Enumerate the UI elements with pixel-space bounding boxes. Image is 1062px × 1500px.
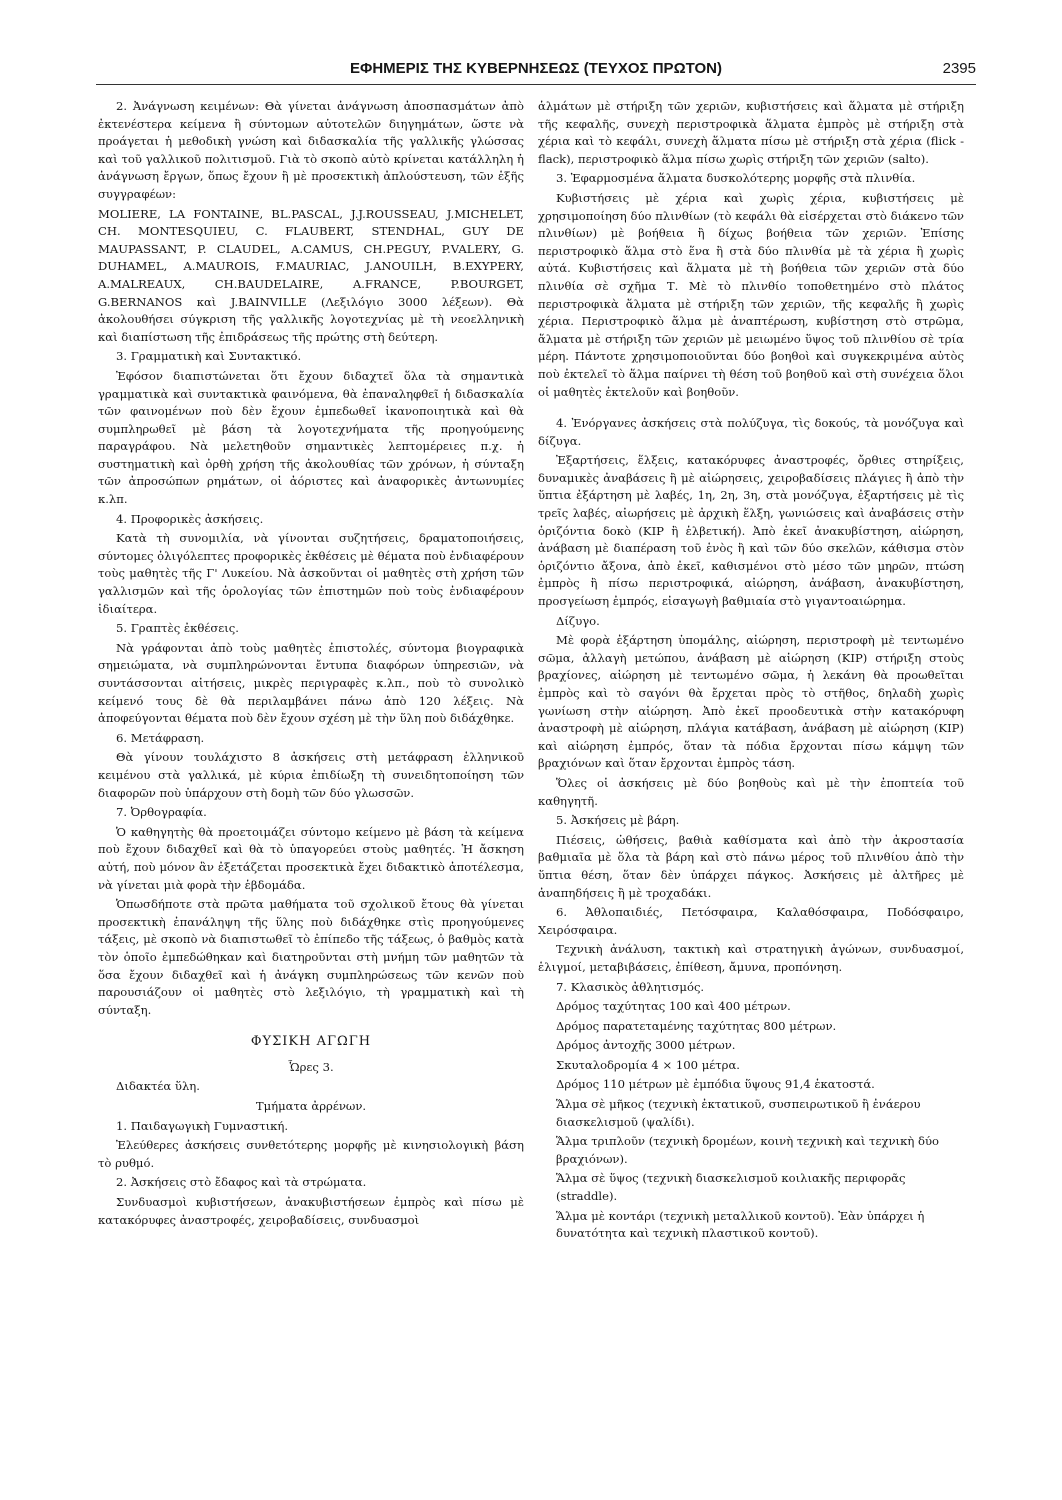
- paragraph-pedagogical-gymnastics: Ἐλεύθερες ἀσκήσεις συνθετότερης μορφῆς μὲ κινησιολογικὴ βάση τὸ ρυθμό.: [98, 1138, 524, 1170]
- heading-floor-exercises: 2. Ἀσκήσεις στὸ ἔδαφος καὶ τὰ στρώματα.: [116, 1175, 367, 1190]
- list-item: Δρόμος ταχύτητας 100 καὶ 400 μέτρων.: [556, 999, 791, 1014]
- section-title-physical-education: ΦΥΣΙΚΗ ΑΓΩΓΗ: [250, 1034, 372, 1050]
- boys-sections-label: Τμήματα ἀρρένων.: [255, 1099, 367, 1114]
- page-number: 2395: [942, 60, 976, 77]
- label-parallel-bars: Δίζυγο.: [556, 613, 600, 628]
- list-item: Δρόμος 110 μέτρων μὲ ἐμπόδια ὕψους 91,4 ἑκατοστά.: [556, 1077, 875, 1092]
- list-item: Ἅλμα σὲ ὕψος (τεχνικὴ διασκελισμοῦ κοιλιακῆς περιφορᾶς (straddle).: [556, 1171, 906, 1204]
- gazette-title: ΕΦΗΜΕΡΙΣ ΤΗΣ ΚΥΒΕΡΝΗΣΕΩΣ (ΤΕΥΧΟΣ ΠΡΩΤΟΝ): [350, 60, 722, 77]
- list-item: Σκυταλοδρομία 4 × 100 μέτρα.: [556, 1057, 740, 1072]
- paragraph-translation: Θὰ γίνουν τουλάχιστο 8 ἀσκήσεις στὴ μετάφραση ἑλληνικοῦ κειμένου στὰ γαλλικά, μὲ κύρια ἐπιδίωξη τὴ συνειδητοποίηση τῶν διαφορῶν ποὺ ὑπάρχουν στὴ δομὴ τῶν δύο γλωσσῶν.: [98, 750, 524, 800]
- left-column: [98, 98, 524, 1231]
- list-item: Ἅλμα μὲ κοντάρι (τεχνικὴ μεταλλικοῦ κοντοῦ). Ἐὰν ὑπάρχει ἡ δυνατότητα καὶ τεχνικὴ πλαστικοῦ κοντοῦ).: [556, 1208, 925, 1241]
- list-item: Δρόμος παρατεταμένης ταχύτητας 800 μέτρων.: [556, 1018, 837, 1033]
- paragraph-floor-exercises: Συνδυασμοὶ κυβιστήσεων, ἀνακυβιστήσεων ἐμπρὸς καὶ πίσω μὲ κατακόρυφες ἀναστροφές, χειροβαδίσεις, συνδυασμοὶ: [98, 1195, 524, 1227]
- paragraph-vaulting: Κυβιστήσεις μὲ χέρια καὶ χωρὶς χέρια, κυβιστήσεις μὲ χρησιμοποίηση δύο πλινθίων (τὸ κεφάλι θὰ εἰσέρχεται στὸ διάκενο τῶν πλινθίων) μὲ βοήθεια ἢ δίχως βοήθεια τῶν χεριῶν. Ἐπίσης περιστροφικὸ ἅλμα στὸ ἕνα ἢ στὰ δύο πλινθία μὲ τὰ χέρια ἢ χωρὶς αὐτά. Κυβιστήσεις καὶ ἅλματα μὲ τὴ βοήθεια τῶν χεριῶν στὰ δύο πλινθία σὲ σχῆμα Τ. Μὲ τὸ πλινθίο τοποθετημένο στὸ πλάτος περιστροφικὰ ἅλματα μὲ στήριξη τῶν χεριῶν, τῆς κεφαλῆς ἢ χωρὶς χέρια. Περιστροφικὸ ἅλμα μὲ ἀναπτέρωση, κυβίστηση στὸ στρῶμα, ἅλματα μὲ στήριξη τῶν χεριῶν μὲ μειωμένο ὕψος τοῦ πλινθίου σὲ τρία μέρη. Πάντοτε χρησιμοποιοῦνται δύο βοηθοὶ καὶ συγκεκριμένα αὐτὸς ποὺ ἐκτελεῖ τὸ ἅλμα παίρνει τὴ θέση τοῦ βοηθοῦ καὶ στὴ συνέχεια ὅλοι οἱ μαθητὲς ἐκτελοῦν καὶ βοηθοῦν.: [538, 190, 964, 399]
- heading-pedagogical-gymnastics: 1. Παιδαγωγικὴ Γυμναστική.: [116, 1118, 289, 1133]
- list-item: Ἅλμα σὲ μῆκος (τεχνικὴ ἐκτατικοῦ, συσπειρωτικοῦ ἢ ἐνάερου διασκελισμοῦ (ψαλίδι).: [556, 1097, 921, 1129]
- paragraph-grammar: Ἐφόσον διαπιστώνεται ὅτι ἔχουν διδαχτεῖ ὅλα τὰ σημαντικὰ γραμματικὰ καὶ συντακτικὰ φαινόμενα, θὰ ἐπαναληφθεῖ ἡ διδασκαλία τῶν φαινομένων ποὺ δὲν ἔχουν ἐμπεδωθεῖ ἱκανοποιητικὰ καὶ θὰ συμπληρωθεῖ μὲ βάση τὰ λογοτεχνήματα τῆς προηγούμενης παραγράφου. Νὰ μελετηθοῦν σημαντικὲς λεπτομέρειες π.χ. ἡ συστηματικὴ καὶ ὀρθὴ χρήση τῆς ἀκολουθίας τῶν χρόνων, ἡ σύνταξη τῶν ἀπροσώπων ρημάτων, οἱ ἀόριστες καὶ ἀναφορικὲς ἀντωνυμίες κ.λπ.: [98, 368, 524, 507]
- heading-ball-games: 6. Ἀθλοπαιδιές, Πετόσφαιρα, Καλαθόσφαιρα, Ποδόσφαιρο, Χειρόσφαιρα.: [538, 905, 964, 937]
- heading-weights: 5. Ἀσκήσεις μὲ βάρη.: [556, 813, 680, 828]
- paragraph-written-essays: Νὰ γράφονται ἀπὸ τοὺς μαθητὲς ἐπιστολές, σύντομα βιογραφικὰ σημειώματα, νὰ συμπληρώνονται ἔντυπα διαφόρων ὑπηρεσιῶν, νὰ συντάσσονται αἰτήσεις, μικρὲς περιγραφὲς κ.λπ., ποὺ τὸ συνολικὸ κείμενό τους δὲ θὰ περιλαμβάνει πάνω ἀπὸ 120 λέξεις. Νὰ ἀποφεύγονται θέματα ποὺ δὲν ἔχουν σχέση μὲ τὴν ὕλη ποὺ διδάχθηκε.: [98, 640, 524, 726]
- heading-grammar: 3. Γραμματικὴ καὶ Συντακτικό.: [116, 349, 302, 364]
- paragraph-oral-exercises: Κατὰ τὴ συνομιλία, νὰ γίνονται συζητήσεις, δραματοποιήσεις, σύντομες ὀλιγόλεπτες προφορικὲς ἐκθέσεις μὲ θέματα ποὺ ἐνδιαφέρουν τοὺς μαθητὲς τῆς Γ' Λυκείου. Νὰ ἀσκοῦνται οἱ μαθητὲς στὴ χρήση τῶν γαλλισμῶν καὶ τῆς ὁρολογίας τῶν ἐπιστημῶν ποὺ τοὺς ἐνδιαφέρουν ἰδιαίτερα.: [98, 531, 524, 616]
- heading-vaulting: 3. Ἐφαρμοσμένα ἅλματα δυσκολότερης μορφῆς στὰ πλινθία.: [556, 171, 916, 186]
- paragraph-spelling: Ὁ καθηγητὴς θὰ προετοιμάζει σύντομο κείμενο μὲ βάση τὰ κείμενα ποὺ ἔχουν διδαχθεῖ καὶ θὰ τὸ ὑπαγορεύει στοὺς μαθητές. Ἡ ἄσκηση αὐτή, ποὺ μόνον ἂν ἐξετάζεται προσεκτικὰ ἔχει διδακτικὸ ἀποτέλεσμα, νὰ γίνεται μιὰ φορὰ τὴν ἑβδομάδα.: [98, 824, 524, 892]
- hours-label: Ὧρες 3.: [288, 1059, 334, 1074]
- list-item: Ἅλμα τριπλοῦν (τεχνικὴ δρομέων, κοινὴ τεχνικὴ καὶ τεχνικὴ δύο βραχιόνων).: [556, 1134, 939, 1166]
- heading-athletics: 7. Κλασικὸς ἀθλητισμός.: [556, 979, 705, 994]
- heading-written-essays: 5. Γραπτὲς ἐκθέσεις.: [116, 621, 239, 636]
- heading-spelling: 7. Ὀρθογραφία.: [116, 805, 207, 820]
- heading-oral-exercises: 4. Προφορικὲς ἀσκήσεις.: [116, 511, 264, 526]
- page-header: [96, 58, 976, 85]
- paragraph-reading: 2. Ἀνάγνωση κειμένων: Θὰ γίνεται ἀνάγνωση ἀποσπασμάτων ἀπὸ ἐκτενέστερα κείμενα ἢ σύντομων αὐτοτελῶν διηγημάτων, ὥστε νὰ προάγεται ἡ μεθοδικὴ γνώση καὶ διδασκαλία τῆς γαλλικῆς γλώσσας καὶ τοῦ γαλλικοῦ πολιτισμοῦ. Γιὰ τὸ σκοπὸ αὐτὸ κρίνεται κατάλληλη ἡ ἀνάγνωση ἔργων, ὅπως ἔχουν ἢ μὲ προσεκτικὴ ἀπλούστευση, τῶν ἑξῆς συγγραφέων:: [98, 99, 524, 201]
- list-item: Δρόμος ἀντοχῆς 3000 μέτρων.: [556, 1038, 736, 1053]
- paragraph-authors: MOLIERE, LA FONTAINE, BL.PASCAL, J.J.ROUSSEAU, J.MICHELET, CH. MONTESQUIEU, C. FLAUBERT, STENDHAL, GUY DE MAUPASSANT, P. CLAUDEL, A.CAMUS, CH.PEGUY, P.VALERY, G. DUHAMEL, A.MAUROIS, F.MAURIAC, J.ANOUILH, B.EXYPERY, A.MALREAUX, CH.BAUDELAIRE, A.FRANCE, P.BOURGET, G.BERNANOS καὶ J.BAINVILLE (Λεξιλόγιο 3000 λέξεων). Θὰ ἀκολουθήσει σύγκριση τῆς γαλλικῆς λογοτεχνίας μὲ τὴ νεοελληνικὴ καὶ διαπίστωση τῆς ἐπιδράσεως τῆς πρώτης στὴ δεύτερη.: [98, 206, 524, 344]
- right-column: [538, 98, 964, 1245]
- heading-apparatus: 4. Ἐνόργανες ἀσκήσεις στὰ πολύζυγα, τὶς δοκούς, τὰ μονόζυγα καὶ δίζυγα.: [538, 416, 964, 448]
- paragraph-revision: Ὁπωσδήποτε στὰ πρῶτα μαθήματα τοῦ σχολικοῦ ἔτους θὰ γίνεται προσεκτικὴ ἐπανάληψη τῆς ὕλης ποὺ διδάχθηκε στὶς προηγούμενες τάξεις, μὲ σκοπὸ νὰ διαπιστωθεῖ τὸ ἐπίπεδο τῆς τάξεως, ὁ βαθμὸς κατὰ τὸν ὁποῖο ἐμπεδώθηκαν καὶ διατηροῦνται στὴ μνήμη τῶν μαθητῶν τὰ ὅσα ἔχουν διδαχθεῖ καὶ ἡ ἀνάγκη συμπληρώσεως τῶν κενῶν ποὺ παρουσιάζουν οἱ μαθητὲς στὸ λεξιλόγιο, τὴ γραμματικὴ καὶ τὴ σύνταξη.: [98, 897, 524, 1017]
- paragraph-floor-continued: ἁλμάτων μὲ στήριξη τῶν χεριῶν, κυβιστήσεις καὶ ἅλματα μὲ στήριξη τῆς κεφαλῆς, συνεχὴ περιστροφικὰ ἅλματα ἐμπρὸς μὲ στήριξη στὰ χέρια καὶ τὸ κεφάλι, συνεχὴ ἅλματα πίσω μὲ στήριξη στὰ χέρια (flick - flack), περιστροφικὸ ἅλμα πίσω χωρὶς στήριξη τῶν χεριῶν (salto).: [538, 99, 964, 166]
- paragraph-assistants: Ὅλες οἱ ἀσκήσεις μὲ δύο βοηθοὺς καὶ μὲ τὴν ἐποπτεία τοῦ καθηγητῆ.: [538, 775, 964, 808]
- subject-label: Διδακτέα ὕλη.: [116, 1079, 200, 1094]
- paragraph-weights: Πιέσεις, ὠθήσεις, βαθιὰ καθίσματα καὶ ἀπὸ τὴν ἀκροστασία βαθμιαῖα μὲ ὅλα τὰ βάρη καὶ στὸ πάνω μέρος τοῦ πλινθίου ἀπὸ τὴν ὕπτια θέση, ὅταν δὲν ὑπάρχει πάγκος. Ἀσκήσεις μὲ ἀλτῆρες μὲ ἀναπηδήσεις ἢ μὲ τροχαδάκι.: [538, 832, 964, 900]
- paragraph-ball-games: Τεχνικὴ ἀνάλυση, τακτικὴ καὶ στρατηγικὴ ἀγώνων, συνδυασμοί, ἑλιγμοί, μεταβιβάσεις, ἐπίθεση, ἄμυνα, προπόνηση.: [538, 942, 964, 974]
- paragraph-apparatus: Ἐξαρτήσεις, ἕλξεις, κατακόρυφες ἀναστροφές, ὄρθιες στηρίξεις, δυναμικὲς ἀναβάσεις ἢ μὲ αἰώρησεις, χειροβαδίσεις πλάγιες ἢ ἀπὸ τὴν ὕπτια ἐξάρτηση μὲ λαβές, 1η, 2η, 3η, στὰ μονόζυγα, ἐξαρτήσεις μὲ τὶς τρεῖς λαβές, αἰωρήσεις μὲ ἀρχικὴ ἕλξη, γωνιώσεις καὶ ἀναβάσεις στὴν ὁριζόντια δοκὸ (ΚΙΡ ἢ ἑλβετική). Ἀπὸ ἐκεῖ ἀνακυβίστηση, αἰώρηση, ἀνάβαση μὲ διαπέραση τοῦ ἑνὸς ἢ καὶ τῶν δύο σκελῶν, κάθισμα στὸν ὁριζόντιο ἄξονα, ἀπὸ ἐκεῖ, καθισμένοι στὸ μέσο τῶν μηρῶν, πτώση ἐμπρὸς ἢ πίσω περιστροφικά, αἰώρηση, ἀνάβαση, ἀνακυβίστηση, προσγείωση ἐμπρός, εἰσαγωγὴ βαθμιαία στὸ γιγαντοαιώρημα.: [538, 453, 964, 609]
- paragraph-parallel-bars: Μὲ φορὰ ἐξάρτηση ὑπομάλης, αἰώρηση, περιστροφὴ μὲ τεντωμένο σῶμα, ἀλλαγὴ μετώπου, ἀνάβαση μὲ αἰώρηση (ΚΙΡ) στήριξη στοὺς βραχίονες, αἰώρηση μὲ τεντωμένο σῶμα, ἡ λεκάνη θὰ προωθεῖται ἐμπρὸς καὶ τὸ σαγόνι θὰ ἔρχεται πρὸς τὸ στῆθος, δηλαδὴ χωρὶς γωνίωση στὴν αἰώρηση. Ἀπὸ ἐκεῖ προοδευτικὰ στὴν κατακόρυφη ἀναστροφὴ μὲ αἰώρηση, πλάγια κατάβαση, ἀνάβαση μὲ αἰώρηση (ΚΙΡ) καὶ αἰώρηση ἐμπρός, ὅταν τὰ πόδια ἔρχονται πίσω κάμψη τῶν βραχιόνων καὶ ὅταν ἔρχονται ἐμπρὸς τάση.: [538, 633, 964, 771]
- heading-translation: 6. Μετάφραση.: [116, 730, 205, 745]
